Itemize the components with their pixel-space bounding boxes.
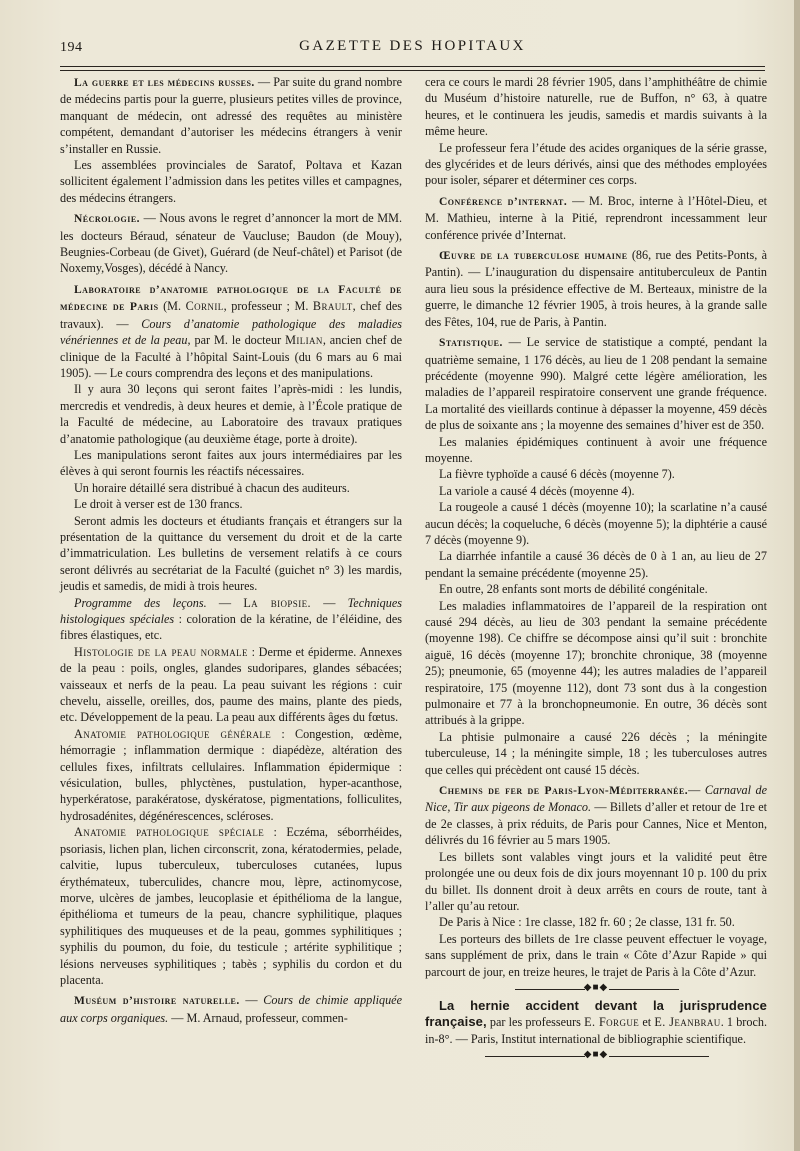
article-statistics: Statistique. — Le service de statistique a compté, pendant la quatrième semaine, 1 176 décès, au lieu de 1 208 pendant la semaine précédente (moyenne 990). Malgré cette légère amélioration, les maladies de l’appareil respiratoire conservent une grande fréquence. La mortalité des vieillards continue à dépasser la moyenne, 459 décès de plus de soixante ans ; la moyenne des semaines d’hiver est de 350. xyxy=(425,335,767,433)
program-paragraph: Anatomie pathologique spéciale : Eczéma, séborrhéides, psoriasis, lichen plan, lichen circonscrit, zona, kératodermies, pelade, calvitie, lupus tuberculeux, tuberculoses cutanées, lupus érythémateux, tuberculides, chancre mou, lèpre, actinomycose, morve, ulcères de jambes, leucoplasie et épithélioma de la langue, épithélioma et tumeurs de la peau, chancre syphilitique, plaques syphilitiques des muqueuses et de la peau, gommes syphilitiques ; syphilis du poumon, du foie, du testicule ; artérite syphilitique ; lésions nerveuses syphilitiques ; tabès ; syphilis du cordon et du placenta. xyxy=(60,825,402,987)
paragraph: Les assemblées provinciales de Saratof, Poltava et Kazan sollicitent également l’admission dans les petites villes et campagnes, des médecins étrangers. xyxy=(60,158,402,205)
article-heading: Chemins de fer de Paris-Lyon-Méditerranée. xyxy=(439,785,689,798)
article-heading: Nécrologie. xyxy=(74,213,141,226)
paragraph: Il y aura 30 leçons qui seront faites l’après-midi : les lundis, mercredis et vendredis, à deux heures et demie, à l’École pratique de la Faculté de médecine, au Laboratoire des travaux pratiques d’anatomie pathologique (au deuxième étage, porte à droite). xyxy=(60,382,402,446)
article-russian-doctors: La guerre et les médecins russes. — Par suite du grand nombre de médecins partis pour la guerre, plusieurs petites villes de province, manquant de médecin, ont adressé des requêtes au ministère compétent, demandant d’autoriser les médecins étrangers à venir s’installer en Russie. xyxy=(60,75,402,156)
header-rule-top xyxy=(60,66,765,67)
article-anatomy-lab: Laboratoire d’anatomie pathologique de la Faculté de médecine de Paris (M. Cornil, professeur ; M. Brault, chef des travaux). — Cours d’anatomie pathologique des maladies vénériennes et de la peau, par M. le docteur Milian, ancien chef de clinique de la Faculté à l’hôpital Saint-Louis (du 6 mars au 6 mai 1905). — Le cours comprendra des leçons et des manipulations. xyxy=(60,283,402,380)
article-necrology: Nécrologie. — Nous avons le regret d’annoncer la mort de MM. les docteurs Béraud, sénateur de Vaucluse; Baudon (de Mouy), Beugnies-Corbeau (de Givet), Guérard (de Neuf-châtel) et Parisot (de Noxemy,Vosges), décédé à Nancy. xyxy=(60,211,402,276)
article-heading: Statistique. xyxy=(439,337,503,350)
article-heading: La guerre et les médecins russes. xyxy=(74,77,255,89)
article-heading: Œuvre de la tuberculose humaine xyxy=(439,250,628,263)
paragraph: Les manipulations seront faites aux jours intermédiaires par les élèves à qui seront fournis les réactifs nécessaires. xyxy=(60,447,402,479)
article-heading: Muséum d’histoire naturelle. xyxy=(74,995,240,1008)
ornament-icon: ◆■◆ xyxy=(583,1049,609,1061)
paragraph: Le droit à verser est de 130 francs. xyxy=(74,497,243,512)
ornament-icon: ◆■◆ xyxy=(583,981,609,993)
paragraph: Seront admis les docteurs et étudiants français et étrangers sur la présentation de la quittance du versement du droit et de la carte d’immatriculation. Les bulletins de versement relatifs à ce cours seront délivrés au secrétariat de la Faculté (guichet n° 3) les mardis, jeudis et samedis, de midi à trois heures. xyxy=(60,513,402,594)
paragraph: Les porteurs des billets de 1re classe peuvent effectuer le voyage, sans supplément de prix, dans le train « Côte d’Azur Rapide » qui parcourt de jour, en treize heures, le trajet de Paris à la Côte d’Azur. xyxy=(425,931,767,979)
paragraph: La fièvre typhoïde a causé 6 décès (moyenne 7). xyxy=(439,467,675,482)
header-rule-bottom xyxy=(60,70,765,71)
article-tuberculosis: Œuvre de la tuberculose humaine (86, rue des Petits-Ponts, à Pantin). — L’inauguration du dispensaire antituberculeux de Pantin aura lieu sous la présidence effective de M. Berteaux, ministre de la guerre, le dimanche 12 février 1905, à trois heures, à la grande salle des Fêtes, 104, rue de Paris, à Pantin. xyxy=(425,248,767,329)
left-column xyxy=(60,74,402,1026)
paragraph: Les maladies inflammatoires de l’appareil de la respiration ont causé 294 décès, au lieu de 303 pendant la semaine précédente (moyenne 198). Ce chiffre se décompose ainsi qu’il suit : bronchite aiguë, 16 décès (moyenne 17); bronchite chronique, 38 (moyenne 25); pneumonie, 65 (moyenne 44); les autres maladies de l’appareil respiratoire, 175 (moyenne 112), dont 73 sont dus à la congestion pulmonaire et 77 à la bronchopneumonie. En outre, 36 décès sont attribués à la grippe. xyxy=(425,598,767,728)
program-paragraph: Programme des leçons. — La biopsie. — Techniques histologiques spéciales : coloration de la kératine, de l’éléidine, des fibres élastiques, etc. xyxy=(60,595,403,643)
article-museum: Muséum d’histoire naturelle. — Cours de chimie appliquée aux corps organiques. — M. Arnaud, professeur, commen- xyxy=(60,993,403,1025)
paragraph: La diarrhée infantile a causé 36 décès de 0 à 1 an, au lieu de 27 pendant la semaine précédente (moyenne 25). xyxy=(425,549,767,580)
paragraph: La variole a causé 4 décès (moyenne 4). xyxy=(439,483,635,498)
book-notice: La hernie accident devant la jurisprudence française, par les professeurs E. Forgue et E. Jeanbrau. 1 broch. in-8°. — Paris, Institut international de bibliographie scientifique. xyxy=(425,997,768,1046)
program-paragraph: Anatomie pathologique générale : Congestion, œdème, hémorragie ; inflammation dermique : diapédèze, altération des cellules fixes, infiltrats cellulaires. Inflammation épidermique : vésiculation, bulles, phlyctènes, pustulation, hyper-acanthose, hyperkératose, parakératose, dyskératose, pigmentations, folliculites, hydrosadénites, dégénérescences, scléroses. xyxy=(60,726,402,823)
paragraph: De Paris à Nice : 1re classe, 182 fr. 60 ; 2e classe, 131 fr. 50. xyxy=(439,915,735,930)
article-internat: Conférence d’internat. — M. Broc, interne à l’Hôtel-Dieu, et M. Mathieu, interne à la Pitié, reprendront incessamment leur conférence privée d’Internat. xyxy=(425,193,767,242)
program-paragraph: Histologie de la peau normale : Derme et épiderme. Annexes de la peau : poils, ongles, glandes sudoripares, glandes sébacées; vaisseaux et nerfs de la peau. La peau suivant les régions : cuir chevelu, aisselle, oreilles, dos, paume des mains, plante des pieds, etc. Développement de la peau. La peau aux différents âges du fœtus. xyxy=(60,644,402,725)
page-edge xyxy=(794,0,800,1151)
right-column xyxy=(425,74,767,1065)
article-heading: Laboratoire d’anatomie pathologique de la Faculté de médecine de Paris xyxy=(60,283,402,314)
paragraph: Les malanies épidémiques continuent à avoir une fréquence moyenne. xyxy=(425,434,767,465)
paragraph: Le professeur fera l’étude des acides organiques de la série grasse, des glycérides et de leurs dérivés, ainsi que des méthodes employées pour isoler, séparer et déterminer ces corps. xyxy=(425,140,767,188)
paragraph: La phtisie pulmonaire a causé 226 décès ; la méningite tuberculeuse, 14 ; la méningite simple, 18 ; les tuberculoses autres que celles qui précèdent ont causé 15 décès. xyxy=(425,729,767,777)
section-divider-bottom xyxy=(425,1051,767,1061)
paragraph: Les billets sont valables vingt jours et la validité peut être prolongée une ou deux fois de dix jours moyennant 10 p. 100 du prix du billet. Ils donnent droit à deux arrêts en cours de route, tant à l’aller qu’au retour. xyxy=(425,849,767,913)
page-number: 194 xyxy=(60,40,83,55)
article-railway: Chemins de fer de Paris-Lyon-Méditerranée.— Carnaval de Nice, Tir aux pigeons de Monaco. — Billets d’aller et retour de 1re et de 2e classes, à prix réduits, de Paris pour Cannes, Nice et Menton, délivrés du 16 février au 5 mars 1905. xyxy=(425,783,768,848)
paragraph: La rougeole a causé 1 décès (moyenne 10); la scarlatine n’a causé aucun décès; la coqueluche, 6 décès (moyenne 5); la diphtérie a causé 7 décès (moyenne 9). xyxy=(425,500,767,547)
page-header xyxy=(60,36,765,64)
paragraph: En outre, 28 enfants sont morts de débilité congénitale. xyxy=(439,582,708,597)
paragraph: cera ce cours le mardi 28 février 1905, dans l’amphithéâtre de chimie du Muséum d’histoire naturelle, rue de Buffon, n° 63, à quatre heures, et le continuera les jeudis, samedis et mardis suivants à la même heure. xyxy=(425,75,767,139)
journal-title: GAZETTE DES HOPITAUX xyxy=(299,38,526,54)
article-heading: Conférence d’internat. xyxy=(439,195,568,208)
book-title: La hernie accident devant la jurisprudence française, xyxy=(425,997,767,1030)
paragraph: Un horaire détaillé sera distribué à chacun des auditeurs. xyxy=(74,480,350,495)
section-divider xyxy=(425,981,767,994)
